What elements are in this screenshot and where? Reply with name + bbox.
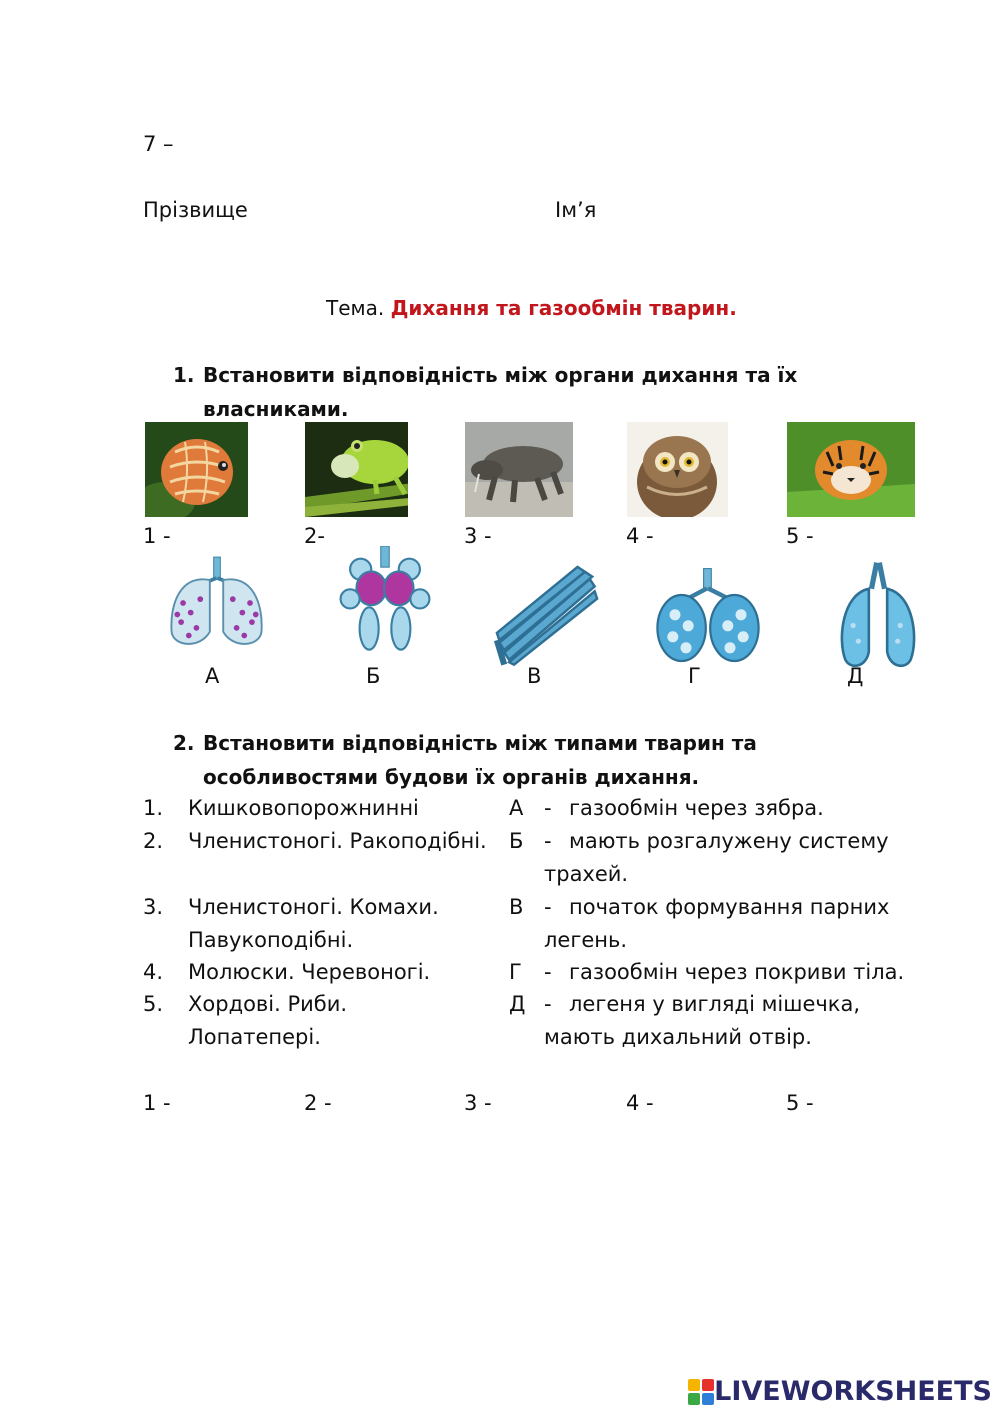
task1-line2: власниками. [203,397,349,421]
lungs-with-air-sacs-icon [330,546,440,656]
surname-label: Прізвище [143,198,248,222]
right-letter: Д [509,992,526,1016]
task1-line1: Встановити відповідність між органи дихання та їх [203,363,798,387]
left-num: 4. [143,960,164,984]
left-item: Молюски. Черевоногі. [188,960,431,984]
left-item-cont: Павукоподібні. [188,928,354,952]
right-item-cont: трахей. [544,862,629,886]
right-item: легеня у вигляді мішечка, [569,992,861,1016]
right-letter: Б [509,829,524,853]
right-dash: - [544,829,552,853]
animal-label-1: 1 - [143,524,171,548]
left-item: Кишковопорожнинні [188,796,419,820]
task2-line2: особливостями будови їх органів дихання. [203,765,700,789]
right-dash: - [544,895,552,919]
gills-icon [492,562,602,672]
organ-letter-d: Д [847,664,864,688]
right-dash: - [544,960,552,984]
left-item-cont: Лопатепері. [188,1025,321,1049]
answer-label-5: 5 - [786,1091,814,1115]
organ-letter-a: А [205,664,220,688]
lungs-cellular-icon [653,562,763,672]
owl-photo [627,422,728,517]
organ-letter-v: В [527,664,542,688]
tiger-photo [787,422,915,517]
first-name-label: Ім’я [555,198,597,222]
left-item: Хордові. Риби. [188,992,348,1016]
sheet-number: 7 – [143,132,174,156]
right-dash: - [544,796,552,820]
right-item-cont: мають дихальний отвір. [544,1025,812,1049]
left-num: 5. [143,992,164,1016]
topic-prefix: Тема. [326,296,385,320]
left-num: 1. [143,796,164,820]
topic-title: Дихання та газообмін тварин. [390,296,737,320]
topic-line [326,296,737,320]
animal-label-3: 3 - [464,524,492,548]
animal-label-4: 4 - [626,524,654,548]
task2-number: 2. [173,731,195,755]
right-item: газообмін через покриви тіла. [569,960,905,984]
answer-label-3: 3 - [464,1091,492,1115]
right-item-cont: легень. [544,928,628,952]
right-letter: А [509,796,524,820]
animal-label-5: 5 - [786,524,814,548]
task1-number: 1. [173,363,195,387]
answer-label-2: 2 - [304,1091,332,1115]
animal-label-2: 2- [304,524,325,548]
left-item: Членистоногі. Комахи. [188,895,439,919]
right-dash: - [544,992,552,1016]
organ-letter-b: Б [366,664,381,688]
left-num: 2. [143,829,164,853]
liveworksheets-logo-icon [688,1379,714,1405]
fish-photo [145,422,248,517]
lungs-branched-icon [162,548,272,658]
right-item: мають розгалужену систему [569,829,889,853]
watermark-text: LIVEWORKSHEETS [714,1376,992,1407]
left-item: Членистоногі. Ракоподібні. [188,829,487,853]
right-letter: В [509,895,524,919]
right-item: початок формування парних [569,895,890,919]
right-letter: Г [509,960,522,984]
answer-label-4: 4 - [626,1091,654,1115]
task2-line1: Встановити відповідність між типами тварин та [203,731,757,755]
left-num: 3. [143,895,164,919]
organ-letter-g: Г [688,664,701,688]
lungs-sac-icon [823,560,933,670]
right-item: газообмін через зябра. [569,796,824,820]
lizard-photo [465,422,573,517]
answer-label-1: 1 - [143,1091,171,1115]
frog-photo [305,422,408,517]
liveworksheets-watermark [688,1376,992,1407]
